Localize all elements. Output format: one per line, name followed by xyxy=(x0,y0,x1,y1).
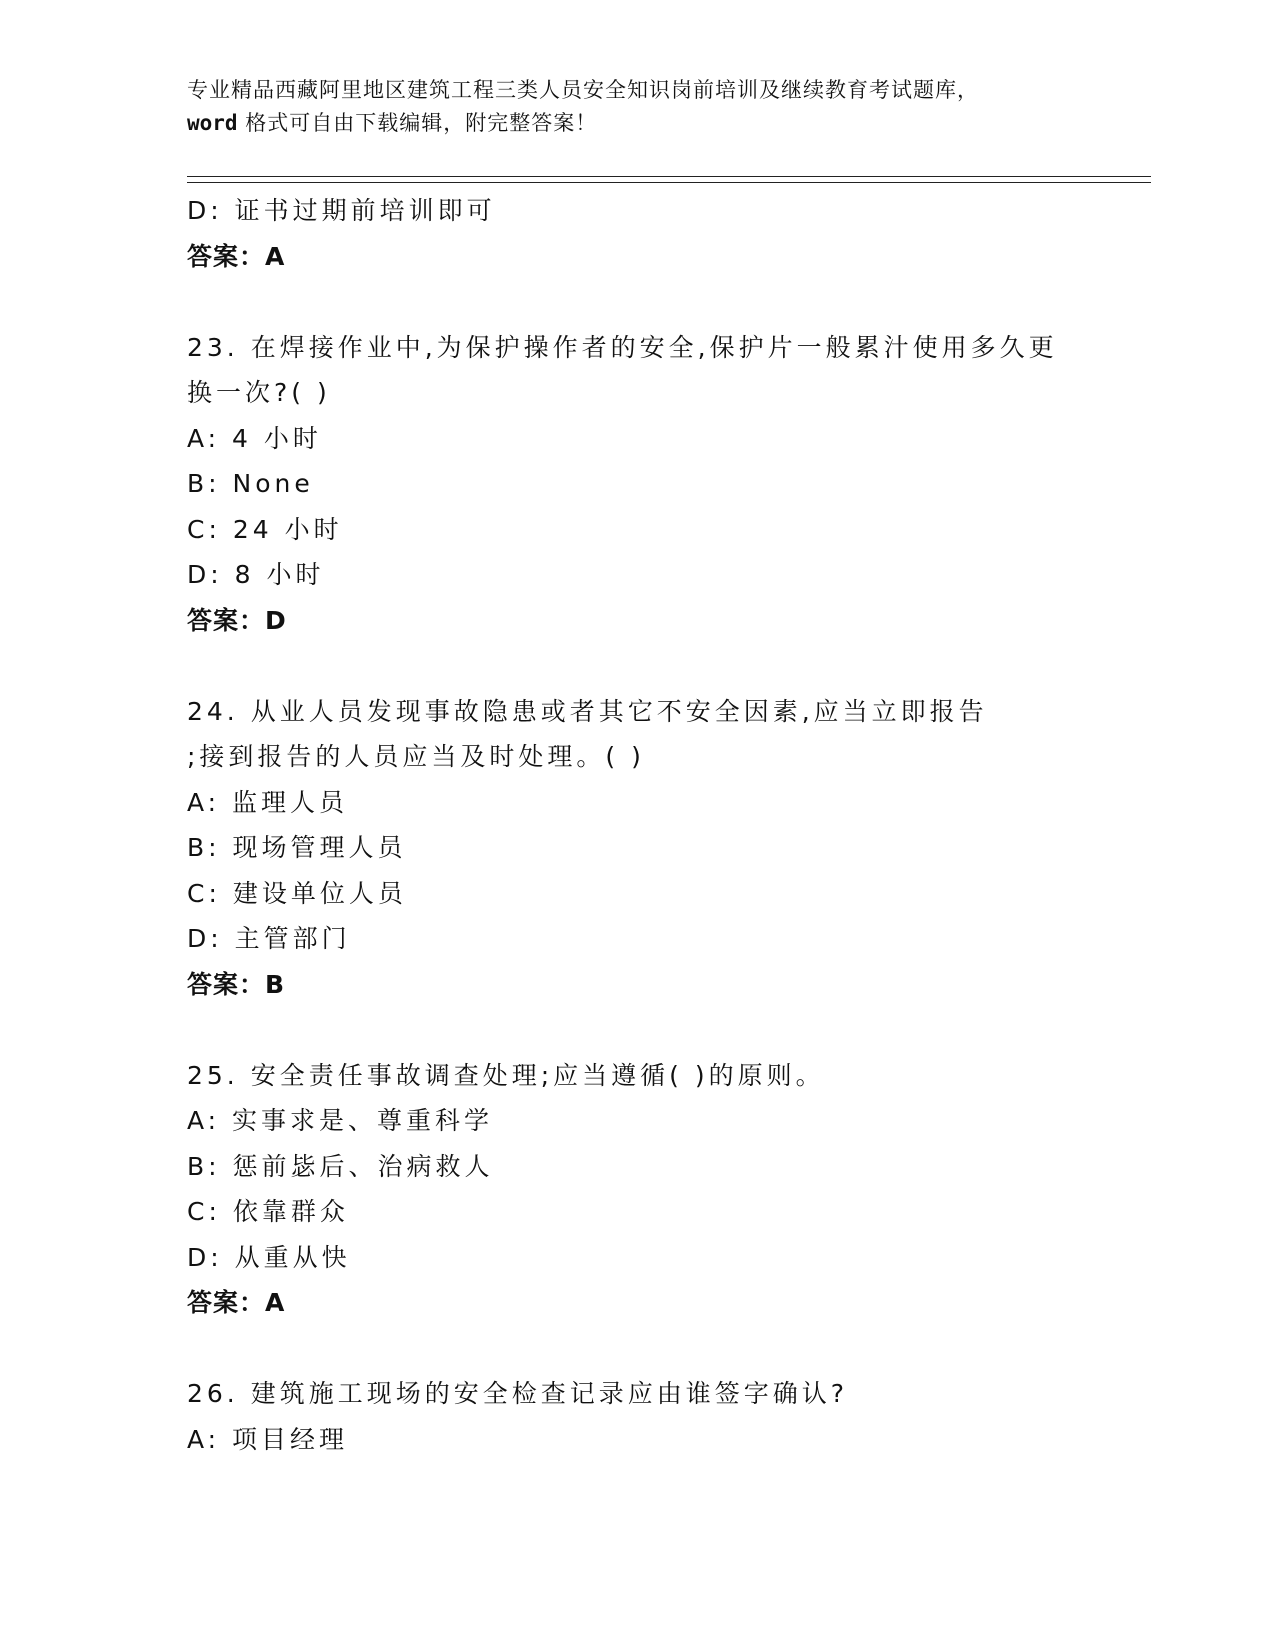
option-c: C: 建设单位人员 xyxy=(187,878,407,908)
question-24 xyxy=(187,689,1147,1008)
option-a: A: 实事求是、尊重科学 xyxy=(187,1106,494,1135)
header-title-line1: 专业精品西藏阿里地区建筑工程三类人员安全知识岗前培训及继续教育考试题库， xyxy=(187,78,979,102)
answer-line: 答案：D xyxy=(187,605,287,635)
spacer xyxy=(187,1326,1147,1372)
document-header xyxy=(187,74,1087,140)
spacer xyxy=(187,1007,1147,1053)
option-c: C: 24 小时 xyxy=(187,514,343,544)
answer-line: 答案：A xyxy=(187,241,286,271)
option-d: D: 证书过期前培训即可 xyxy=(187,196,496,225)
header-word-label: word xyxy=(187,111,238,135)
header-title-line2 xyxy=(187,107,1087,140)
question-list xyxy=(187,188,1147,1462)
answer-line: 答案：B xyxy=(187,969,286,999)
spacer xyxy=(187,279,1147,325)
header-line2-text: 格式可自由下载编辑，附完整答案！ xyxy=(237,111,598,135)
question-stem-line1: 25. 安全责任事故调查处理;应当遵循( )的原则。 xyxy=(187,1060,825,1090)
option-d: D: 从重从快 xyxy=(187,1242,351,1272)
option-d: D: 8 小时 xyxy=(187,560,325,589)
spacer xyxy=(187,643,1147,689)
option-a: A: 监理人员 xyxy=(187,787,349,817)
question-26 xyxy=(187,1371,1147,1462)
answer-line: 答案：A xyxy=(187,1288,286,1317)
option-a: A: 项目经理 xyxy=(187,1424,349,1454)
question-stem-line2: ;接到报告的人员应当及时处理。( ) xyxy=(187,742,645,771)
option-b: B: 现场管理人员 xyxy=(187,833,407,862)
question-stem-line1: 24. 从业人员发现事故隐患或者其它不安全因素,应当立即报告 xyxy=(187,696,988,726)
option-c: C: 依靠群众 xyxy=(187,1197,349,1226)
question-stem-line1: 23. 在焊接作业中,为保护操作者的安全,保护片一般累汁使用多久更 xyxy=(187,332,1058,362)
question-stem-line1: 26. 建筑施工现场的安全检查记录应由谁签字确认? xyxy=(187,1379,848,1408)
question-22-tail xyxy=(187,188,1147,279)
option-a: A: 4 小时 xyxy=(187,423,322,453)
question-23 xyxy=(187,325,1147,644)
option-d: D: 主管部门 xyxy=(187,924,351,953)
question-stem-line2: 换一次?( ) xyxy=(187,378,331,407)
option-b: B: None xyxy=(187,469,314,498)
header-divider-bottom xyxy=(187,182,1151,183)
option-b: B: 惩前毖后、治病救人 xyxy=(187,1151,494,1181)
header-divider-top xyxy=(187,176,1151,177)
question-25 xyxy=(187,1053,1147,1326)
